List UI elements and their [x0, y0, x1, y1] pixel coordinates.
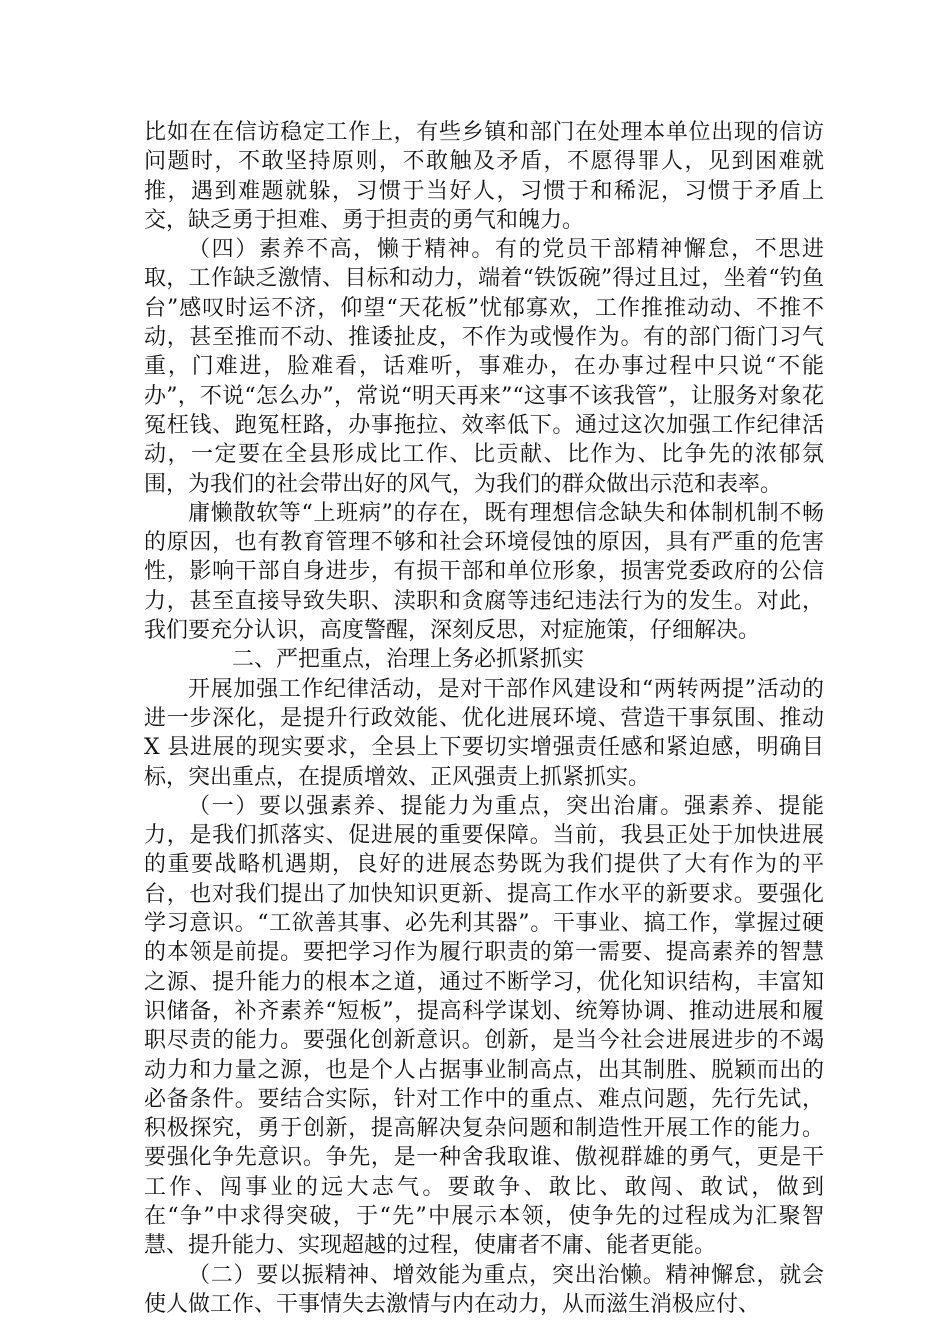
- paragraph-4: 开展加强工作纪律活动，是对干部作风建设和“两转两提”活动的进一步深化，是提升行政效能、优化进展环境、营造干事氛围、推动 X 县进展的现实要求，全县上下要切实增强责任感和紧迫感，明确目标，突出重点，在提质增效、正风强责上抓紧抓实。: [144, 676, 824, 790]
- paragraph-1: 比如在在信访稳定工作上，有些乡镇和部门在处理本单位出现的信访问题时，不敢坚持原则，不敢触及矛盾，不愿得罪人，见到困难就推，遇到难题就躲，习惯于当好人，习惯于和稀泥，习惯于矛盾上交，缺乏勇于担难、勇于担责的勇气和魄力。: [144, 120, 824, 233]
- paragraph-6: （二）要以振精神、增效能为重点，突出治懒。精神懈怠，就会使人做工作、干事情失去激情与内在动力，从而滋生消极应付、: [144, 1262, 824, 1317]
- paragraph-2: （四）素养不高，懒于精神。有的党员干部精神懈怠，不思进取，工作缺乏激情、目标和动力，端着“铁饭碗”得过且过，坐着“钓鱼台”感叹时运不济，仰望“天花板”忧郁寡欢，工作推推动动、不推不动，甚至推而不动、推诿扯皮，不作为或慢作为。有的部门衙门习气重，门难进，脸难看，话难听，事难办，在办事过程中只说“不能办”，不说“怎么办”，常说“明天再来”“这事不该我管”，让服务对象花冤枉钱、跑冤枉路，办事拖拉、效率低下。通过这次加强工作纪律活动，一定要在全县形成比工作、比贡献、比作为、比争先的浓郁氛围，为我们的社会带出好的风气，为我们的群众做出示范和表率。: [144, 237, 824, 497]
- paragraph-3: 庸懒散软等“上班病”的存在，既有理想信念缺失和体制机制不畅的原因，也有教育管理不够和社会环境侵蚀的原因，具有严重的危害性，影响干部自身进步，有损干部和单位形象，损害党委政府的公信力，甚至直接导致失职、渎职和贪腐等违纪违法行为的发生。对此，我们要充分认识，高度警醒，深刻反思，对症施策，仔细解决。: [144, 500, 824, 644]
- document-body: [144, 118, 824, 1319]
- section-heading: 二、严把重点，治理上务必抓紧抓实: [232, 647, 585, 673]
- paragraph-5: （一）要以强素养、提能力为重点，突出治庸。强素养、提能力，是我们抓落实、促进展的重要保障。当前，我县正处于加快进展的重要战略机遇期，良好的进展态势既为我们提供了大有作为的平台，也对我们提出了加快知识更新、提高工作水平的新要求。要强化学习意识。“工欲善其事、必先利其器”。干事业、搞工作，掌握过硬的本领是前提。要把学习作为履行职责的第一需要、提高素养的智慧之源、提升能力的根本之道，通过不断学习，优化知识结构，丰富知识储备，补齐素养“短板”，提高科学谋划、统筹协调、推动进展和履职尽责的能力。要强化创新意识。创新，是当今社会进展进步的不竭动力和力量之源，也是个人占据事业制高点，出其制胜、脱颖而出的必备条件。要结合实际，针对工作中的重点、难点问题，先行先试，积极探究，勇于创新，提高解决复杂问题和制造性开展工作的能力。要强化争先意识。争先，是一种舍我取谁、傲视群雄的勇气，更是干工作、闯事业的远大志气。要敢争、敢比、敢闯、敢试，做到在“争”中求得突破，于“先”中展示本领，使争先的过程成为汇聚智慧、提升能力、实现超越的过程，使庸者不庸、能者更能。: [144, 793, 824, 1259]
